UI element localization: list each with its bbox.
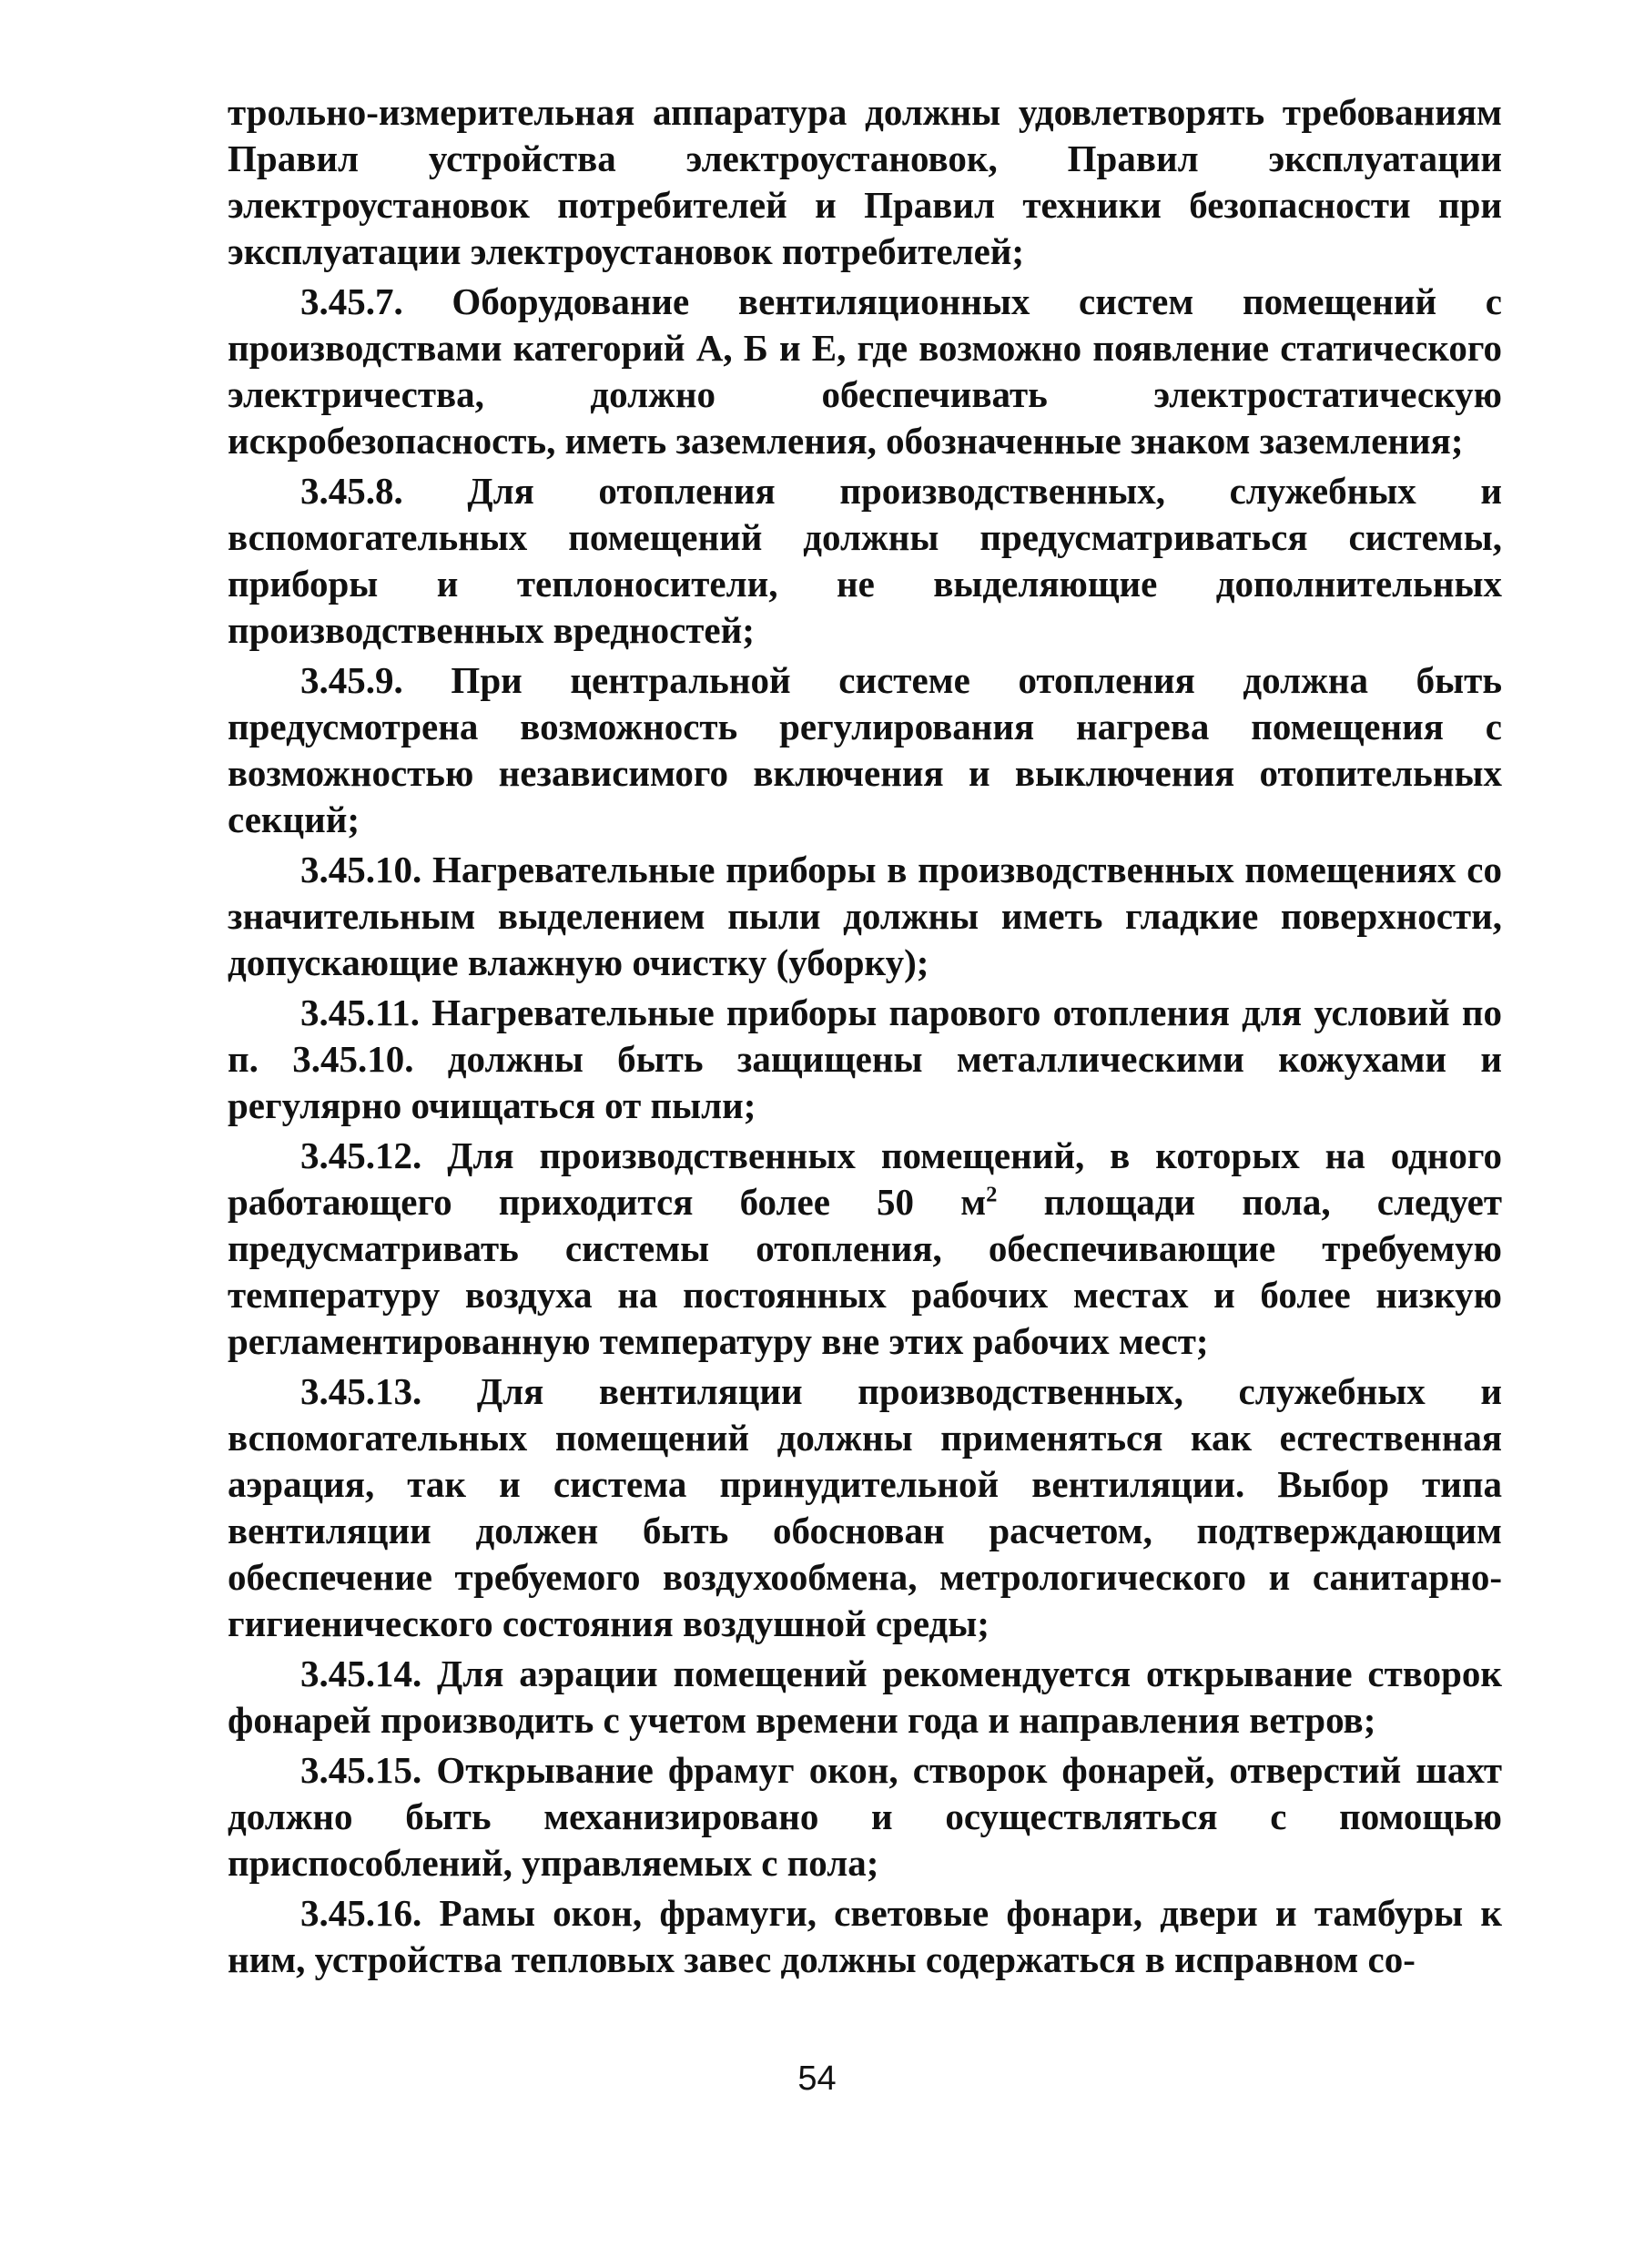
- paragraph-3-45-16: 3.45.16. Рамы окон, фрамуги, световые фонари, двери и тамбуры к ним, устройства тепловых завес должны содержаться в исправном со-: [228, 1892, 1502, 1980]
- paragraph-3-45-9: 3.45.9. При центральной системе отопления должна быть предусмотрена возможность регулирования нагрева помещения с возможностью независимого включения и выключения отопительных секций;: [228, 659, 1502, 840]
- paragraph-3-45-14: 3.45.14. Для аэрации помещений рекомендуется открывание створок фонарей производить с учетом времени года и направления ветров;: [228, 1653, 1502, 1741]
- paragraph-3-45-8: 3.45.8. Для отопления производственных, служебных и вспомогательных помещений должны предусматриваться системы, приборы и теплоносители, не выделяющие дополнительных производственных вредностей;: [228, 470, 1502, 651]
- paragraph-3-45-12-part-1: 3.45.12. Для производственных помещений, в которых на одного работающего приходится более 50 м: [228, 1134, 1502, 1223]
- paragraph-3-45-12: [228, 1133, 1502, 1365]
- page-number: 54: [797, 2060, 837, 2098]
- document-body: [228, 89, 1502, 1987]
- paragraph-3-45-12-part-2: площади пола, следует предусматривать системы отопления, обеспечивающие требуемую температуру воздуха на постоянных рабочих местах и более низкую регламентированную температуру вне этих рабочих мест;: [228, 1181, 1502, 1362]
- superscript-square: 2: [986, 1182, 998, 1207]
- paragraph-continuation: трольно-измерительная аппаратура должны удовлетворять требованиям Правил устройства электроустановок, Правил эксплуатации электроустановок потребителей и Правил техники безопасности при эксплуатации электроустановок потребителей;: [228, 91, 1502, 272]
- paragraph-3-45-15: 3.45.15. Открывание фрамуг окон, створок фонарей, отверстий шахт должно быть механизировано и осуществляться с помощью приспособлений, управляемых с пола;: [228, 1749, 1502, 1884]
- paragraph-3-45-13: 3.45.13. Для вентиляции производственных, служебных и вспомогательных помещений должны применяться как естественная аэрация, так и система принудительной вентиляции. Выбор типа вентиляции должен быть обоснован расчетом, подтверждающим обеспечение требуемого воздухообмена, метрологического и санитарно-гигиенического состояния воздушной среды;: [228, 1370, 1502, 1644]
- paragraph-3-45-10: 3.45.10. Нагревательные приборы в производственных помещениях со значительным выделением пыли должны иметь гладкие поверхности, допускающие влажную очистку (уборку);: [228, 849, 1502, 983]
- paragraph-3-45-11: 3.45.11. Нагревательные приборы парового отопления для условий по п. 3.45.10. должны быть защищены металлическими кожухами и регулярно очищаться от пыли;: [228, 992, 1502, 1126]
- paragraph-3-45-7: 3.45.7. Оборудование вентиляционных систем помещений с производствами категорий А, Б и Е, где возможно появление статического электричества, должно обеспечивать электростатическую искробезопасность, иметь заземления, обозначенные знаком заземления;: [228, 280, 1502, 462]
